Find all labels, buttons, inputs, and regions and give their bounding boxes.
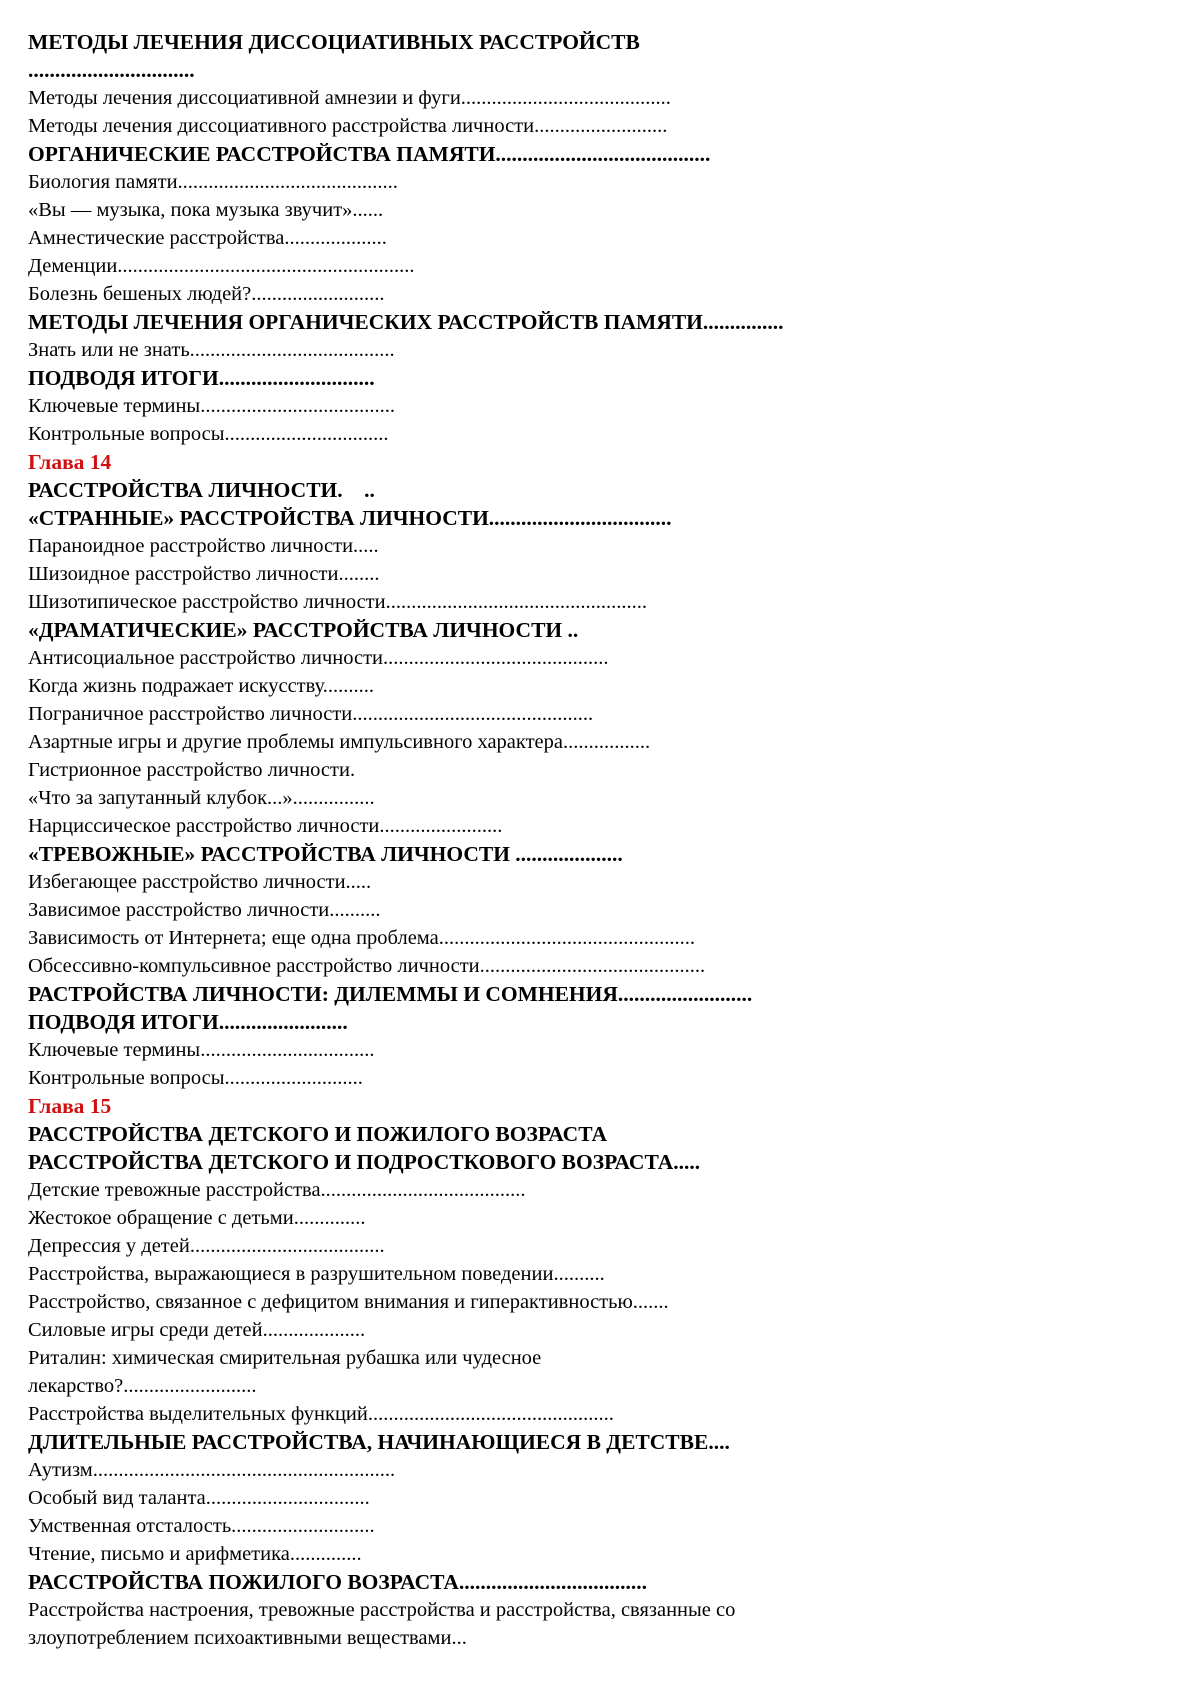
toc-section-heading: «СТРАННЫЕ» РАССТРОЙСТВА ЛИЧНОСТИ.................................. xyxy=(28,506,672,530)
toc-entry: Жестокое обращение с детьми.............. xyxy=(28,1207,366,1229)
toc-entry: Нарциссическое расстройство личности........................ xyxy=(28,815,503,837)
toc-section-heading: РАССТРОЙСТВА ДЕТСКОГО И ПОДРОСТКОВОГО ВОЗРАСТА..... xyxy=(28,1150,701,1174)
toc-section-heading: РАССТРОЙСТВА ДЕТСКОГО И ПОЖИЛОГО ВОЗРАСТА xyxy=(28,1122,608,1146)
toc-section-heading: ОРГАНИЧЕСКИЕ РАССТРОЙСТВА ПАМЯТИ........................................ xyxy=(28,142,711,166)
toc-entry: Ключевые термины.................................. xyxy=(28,1039,375,1061)
table-of-contents xyxy=(28,28,1178,1652)
toc-entry: Обсессивно-компульсивное расстройство личности............................................ xyxy=(28,955,706,977)
toc-entry: Расстройства настроения, тревожные расстройства и расстройства, связанные со xyxy=(28,1599,736,1621)
toc-entry: Умственная отсталость............................ xyxy=(28,1515,375,1537)
chapter-label: Глава 14 xyxy=(28,450,112,474)
toc-entry: Силовые игры среди детей.................... xyxy=(28,1319,366,1341)
toc-entry: Шизоидное расстройство личности........ xyxy=(28,563,380,585)
toc-section-heading: «ДРАМАТИЧЕСКИЕ» РАССТРОЙСТВА ЛИЧНОСТИ .. xyxy=(28,618,579,642)
toc-entry: Депрессия у детей...................................... xyxy=(28,1235,385,1257)
toc-entry: Методы лечения диссоциативного расстройства личности.......................... xyxy=(28,115,668,137)
toc-entry: Расстройство, связанное с дефицитом внимания и гиперактивностью....... xyxy=(28,1291,669,1313)
toc-entry: Аутизм........................................................... xyxy=(28,1459,396,1481)
toc-entry: Избегающее расстройство личности..... xyxy=(28,871,372,893)
toc-entry: Чтение, письмо и арифметика.............. xyxy=(28,1543,362,1565)
toc-section-heading: МЕТОДЫ ЛЕЧЕНИЯ ДИССОЦИАТИВНЫХ РАССТРОЙСТВ xyxy=(28,30,640,54)
toc-entry: «Вы — музыка, пока музыка звучит»...... xyxy=(28,199,384,221)
toc-entry: Когда жизнь подражает искусству.......... xyxy=(28,675,375,697)
toc-entry: Детские тревожные расстройства........................................ xyxy=(28,1179,526,1201)
toc-entry: Болезнь бешеных людей?.......................... xyxy=(28,283,385,305)
toc-entry: Азартные игры и другие проблемы импульсивного характера................. xyxy=(28,731,651,753)
toc-entry: Контрольные вопросы........................... xyxy=(28,1067,363,1089)
toc-entry: лекарство?.......................... xyxy=(28,1375,257,1397)
toc-entry: Шизотипическое расстройство личности................................................... xyxy=(28,591,647,613)
toc-entry: Зависимое расстройство личности.......... xyxy=(28,899,381,921)
toc-section-heading: РАСТРОЙСТВА ЛИЧНОСТИ: ДИЛЕММЫ И СОМНЕНИЯ......................... xyxy=(28,982,753,1006)
toc-entry: Расстройства выделительных функций................................................ xyxy=(28,1403,614,1425)
toc-entry: Параноидное расстройство личности..... xyxy=(28,535,379,557)
toc-entry: Деменции.......................................................... xyxy=(28,255,415,277)
toc-entry: Биология памяти........................................... xyxy=(28,171,398,193)
toc-entry: Особый вид таланта................................ xyxy=(28,1487,370,1509)
toc-section-heading: РАССТРОЙСТВА ПОЖИЛОГО ВОЗРАСТА................................... xyxy=(28,1570,648,1594)
toc-entry: Пограничное расстройство личности............................................... xyxy=(28,703,594,725)
toc-entry: злоупотреблением психоактивными веществами... xyxy=(28,1627,467,1649)
toc-entry: Расстройства, выражающиеся в разрушительном поведении.......... xyxy=(28,1263,605,1285)
toc-section-heading: ............................... xyxy=(28,58,195,82)
toc-entry: «Что за запутанный клубок...»................ xyxy=(28,787,375,809)
toc-section-heading: МЕТОДЫ ЛЕЧЕНИЯ ОРГАНИЧЕСКИХ РАССТРОЙСТВ ПАМЯТИ............... xyxy=(28,310,784,334)
toc-entry: Контрольные вопросы................................ xyxy=(28,423,389,445)
toc-entry: Гистрионное расстройство личности. xyxy=(28,759,356,781)
toc-entry: Методы лечения диссоциативной амнезии и фуги......................................... xyxy=(28,87,671,109)
toc-section-heading: «ТРЕВОЖНЫЕ» РАССТРОЙСТВА ЛИЧНОСТИ .................... xyxy=(28,842,623,866)
toc-entry: Антисоциальное расстройство личности............................................ xyxy=(28,647,609,669)
toc-entry: Амнестические расстройства.................... xyxy=(28,227,387,249)
toc-section-heading: ПОДВОДЯ ИТОГИ........................ xyxy=(28,1010,348,1034)
toc-entry: Зависимость от Интернета; еще одна проблема.................................................. xyxy=(28,927,695,949)
toc-section-heading: ПОДВОДЯ ИТОГИ............................. xyxy=(28,366,375,390)
toc-section-heading: РАССТРОЙСТВА ЛИЧНОСТИ. .. xyxy=(28,478,375,502)
toc-entry: Ключевые термины...................................... xyxy=(28,395,395,417)
toc-entry: Риталин: химическая смирительная рубашка или чудесное xyxy=(28,1347,542,1369)
toc-entry: Знать или не знать........................................ xyxy=(28,339,395,361)
chapter-label: Глава 15 xyxy=(28,1094,112,1118)
toc-section-heading: ДЛИТЕЛЬНЫЕ РАССТРОЙСТВА, НАЧИНАЮЩИЕСЯ В ДЕТСТВЕ.... xyxy=(28,1430,730,1454)
